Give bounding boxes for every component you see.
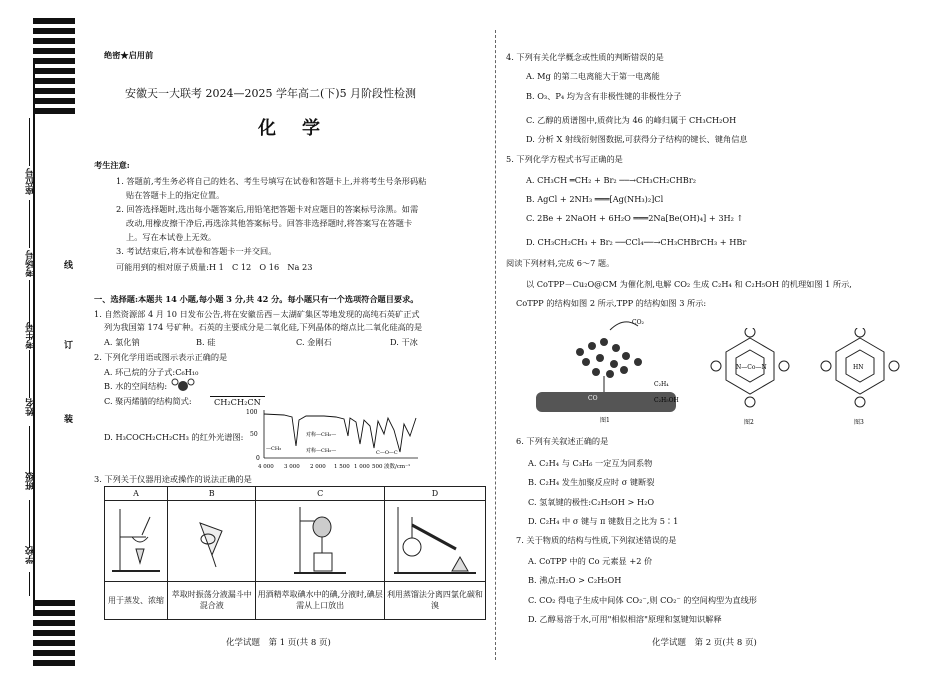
q7-option: B. 沸点:H₂O > C₂H₅OH <box>528 575 622 585</box>
footer-left: 化学试题 第 1 页(共 8 页) <box>226 638 331 648</box>
q6-option: D. C₂H₄ 中 σ 键与 π 键数目之比为 5∶1 <box>528 516 679 526</box>
ir-label: 对称—CH₂— <box>306 448 337 454</box>
stripe <box>33 48 75 54</box>
q4-option: A. Mg 的第二电离能大于第一电离能 <box>526 71 660 81</box>
secret-mark: 绝密★启用前 <box>104 50 154 60</box>
apparatus-d <box>384 501 485 582</box>
separating-iodine-icon <box>290 503 350 577</box>
school-label: 学校 <box>26 546 36 564</box>
stripe <box>33 620 75 626</box>
q2-option-d: D. H₃COCH₂CH₂CH₃ 的红外光谱图: <box>104 432 244 442</box>
co-center: N—Co—N <box>736 364 767 371</box>
q2-option-b: B. 水的空间结构: <box>104 381 168 391</box>
examinee-label: 考生号 <box>26 322 36 349</box>
q1-option: B. 硅 <box>196 337 216 347</box>
caption-a: 用于蒸发、浓缩 <box>105 581 168 619</box>
notice-line: 上。写在本试卷上无效。 <box>126 232 217 242</box>
fig3-caption: 图3 <box>854 419 864 426</box>
distillation-icon <box>390 503 480 577</box>
cut-mark-line: 线 <box>64 261 74 271</box>
q7-option: D. 乙醇易溶于水,可用"相似相溶"原理和氢键知识解释 <box>528 614 722 624</box>
q1-option: D. 干冰 <box>390 337 418 347</box>
evaporating-dish-icon <box>106 503 166 577</box>
caption-b: 萃取时振荡分液漏斗中混合液 <box>168 581 256 619</box>
fig1-caption: 图1 <box>600 417 610 424</box>
apparatus-b <box>168 501 256 582</box>
q5-option: D. CH₃CH₂CH₃ + Br₂ ──CCl₄──→CH₃CHBrCH₃ + HBr <box>526 237 747 247</box>
q5-stem: 5. 下列化学方程式书写正确的是 <box>506 154 623 164</box>
class-label: 班级 <box>26 472 36 490</box>
q2-option-c: C. 聚丙烯腈的结构简式: <box>104 396 192 406</box>
binding-strip <box>0 0 90 688</box>
page-divider <box>495 30 497 660</box>
ir-label: —CH₃ <box>266 446 282 452</box>
stripe <box>33 660 75 666</box>
room-label: 考场号 <box>26 250 36 277</box>
q4-option: B. O₃、P₄ 均为含有非极性键的非极性分子 <box>526 91 682 101</box>
ir-label: 对称—CH₂— <box>306 432 337 438</box>
stripe <box>33 68 75 74</box>
hn-label: HN <box>853 364 864 371</box>
subject-title: 化 学 <box>258 118 324 139</box>
stripe <box>33 38 75 44</box>
col-header: A <box>105 487 168 501</box>
q7-stem: 7. 关于物质的结构与性质,下列叙述错误的是 <box>516 535 677 545</box>
q5-option: C. 2Be + 2NaOH + 6H₂O ═══2Na[Be(OH)₄] + 3H₂ ↑ <box>526 213 744 223</box>
material-text: 以 CoTPP－Cu₂O@CM 为催化剂,电解 CO₂ 生成 C₂H₄ 和 C₂H₅OH 的机理如图 1 所示, <box>526 279 852 289</box>
q6-option: B. C₂H₄ 发生加聚反应时 σ 键断裂 <box>528 477 655 487</box>
q1-stem: 1. 自然资源部 4 月 10 日发布公告,将在安徽岳西－太湖矿集区等地发现的高纯石英矿正式 <box>94 309 420 319</box>
polymer-formula: CH₂CH₂CN <box>210 396 265 408</box>
notice-line: 1. 答题前,考生务必将自己的姓名、考生号填写在试卷和答题卡上,并将考生号条形码粘 <box>116 176 427 186</box>
col-header: C <box>256 487 384 501</box>
stripe <box>33 600 75 606</box>
cut-mark-pack: 装 <box>64 415 74 425</box>
cotpp-structure <box>710 328 792 428</box>
q1-stem: 列为我国第 174 号矿种。石英的主要成分是二氧化硅,下列晶体的熔点比二氧化硅高的是 <box>104 322 423 332</box>
co2-label: CO₂ <box>632 319 644 326</box>
q3-stem: 3. 下列关于仪器用途或操作的说法正确的是 <box>94 474 252 484</box>
name-label: 姓名 <box>26 398 36 416</box>
mechanism-figure <box>520 312 696 426</box>
footer-right: 化学试题 第 2 页(共 8 页) <box>652 638 757 648</box>
seat-label: 座位号 <box>26 168 36 195</box>
exam-title: 安徽天一大联考 2024—2025 学年高二(下)5 月阶段性检测 <box>125 87 417 100</box>
ir-xtick: 3 000 <box>284 464 300 470</box>
stripe <box>33 58 75 64</box>
ir-label: C—O—C <box>376 450 398 456</box>
caption-c: 用酒精萃取碘水中的碘,分液时,碘层需从上口放出 <box>256 581 384 619</box>
atomic-mass-line: 可能用到的相对原子质量:H 1 C 12 O 16 Na 23 <box>116 262 313 272</box>
co-label: CO <box>588 395 598 402</box>
q5-option: B. AgCl + 2NH₃ ═══[Ag(NH₃)₂]Cl <box>526 194 664 204</box>
q4-option: C. 乙醇的质谱图中,质荷比为 46 的峰归属于 CH₃CH₂OH <box>526 115 737 125</box>
stripe <box>33 28 75 34</box>
ir-tick: 100 <box>246 409 258 416</box>
ir-xtick: 1 500 <box>334 464 350 470</box>
ir-xunit: 波数/cm⁻¹ <box>384 464 411 470</box>
apparatus-table <box>104 486 486 620</box>
q4-option: D. 分析 X 射线衍射图数据,可获得分子结构的键长、键角信息 <box>526 134 748 144</box>
ir-tick: 50 <box>250 431 258 438</box>
ir-xtick: 1 000 <box>354 464 370 470</box>
notice-line: 2. 回答选择题时,选出每小题答案后,用铅笔把答题卡对应题目的答案标号涂黑。如需 <box>116 204 419 214</box>
cut-mark-bind: 订 <box>64 341 74 351</box>
ir-xtick: 500 <box>372 464 383 470</box>
tpp-structure <box>820 328 902 428</box>
notice-line: 贴在答题卡上的指定位置。 <box>126 190 225 200</box>
q2-stem: 2. 下列化学用语或图示表示正确的是 <box>94 352 228 362</box>
q2-option-a: A. 环己烷的分子式:C₆H₁₀ <box>104 367 199 377</box>
material-intro: 阅读下列材料,完成 6～7 题。 <box>506 258 615 268</box>
apparatus-c <box>256 501 384 582</box>
stripe <box>33 640 75 646</box>
stripe <box>33 650 75 656</box>
q4-stem: 4. 下列有关化学概念或性质的判断错误的是 <box>506 52 664 62</box>
q1-option: C. 金刚石 <box>296 337 332 347</box>
material-text: CoTPP 的结构如图 2 所示,TPP 的结构如图 3 所示: <box>516 298 707 308</box>
section-title: 一、选择题:本题共 14 小题,每小题 3 分,共 42 分。每小题只有一个选项符合题目要求。 <box>94 294 419 304</box>
stripe <box>33 88 75 94</box>
stripe <box>33 18 75 24</box>
q7-option: A. CoTPP 中的 Co 元素显 +2 价 <box>528 556 653 566</box>
stripe <box>33 630 75 636</box>
ir-spectrum-chart <box>244 406 420 474</box>
q6-option: C. 氢氧键的极性:C₂H₅OH > H₂O <box>528 497 655 507</box>
ir-xtick: 2 000 <box>310 464 326 470</box>
apparatus-a <box>105 501 168 582</box>
ir-xtick: 4 000 <box>258 464 274 470</box>
stripe <box>33 78 75 84</box>
q1-option: A. 氯化钠 <box>104 337 140 347</box>
notice-line: 改动,用橡皮擦干净后,再选涂其他答案标号。回答非选择题时,将答案写在答题卡 <box>126 218 413 228</box>
c2h4-label: C₂H₄ <box>654 381 669 388</box>
col-header: B <box>168 487 256 501</box>
fig2-caption: 图2 <box>744 419 754 426</box>
ethanol-label: C₂H₅OH <box>654 397 679 404</box>
ir-tick: 0 <box>256 455 260 462</box>
stripe <box>33 108 75 114</box>
notice-title: 考生注意: <box>94 160 130 170</box>
stripe <box>33 610 75 616</box>
q7-option: C. CO₂ 得电子生成中间体 CO₂⁻,则 CO₂⁻ 的空间构型为直线形 <box>528 595 757 605</box>
q5-option: A. CH₃CH ═CH₂ + Br₂ ──→CH₃CH₂CHBr₂ <box>526 175 697 185</box>
water-model-icon <box>170 378 196 394</box>
notice-line: 3. 考试结束后,将本试卷和答题卡一并交回。 <box>116 246 277 256</box>
stripe <box>33 98 75 104</box>
separatory-funnel-icon <box>182 503 242 577</box>
caption-d: 利用蒸馏法分离四氯化碳和溴 <box>384 581 485 619</box>
q6-option: A. C₂H₄ 与 C₃H₆ 一定互为同系物 <box>528 458 653 468</box>
col-header: D <box>384 487 485 501</box>
q6-stem: 6. 下列有关叙述正确的是 <box>516 436 609 446</box>
